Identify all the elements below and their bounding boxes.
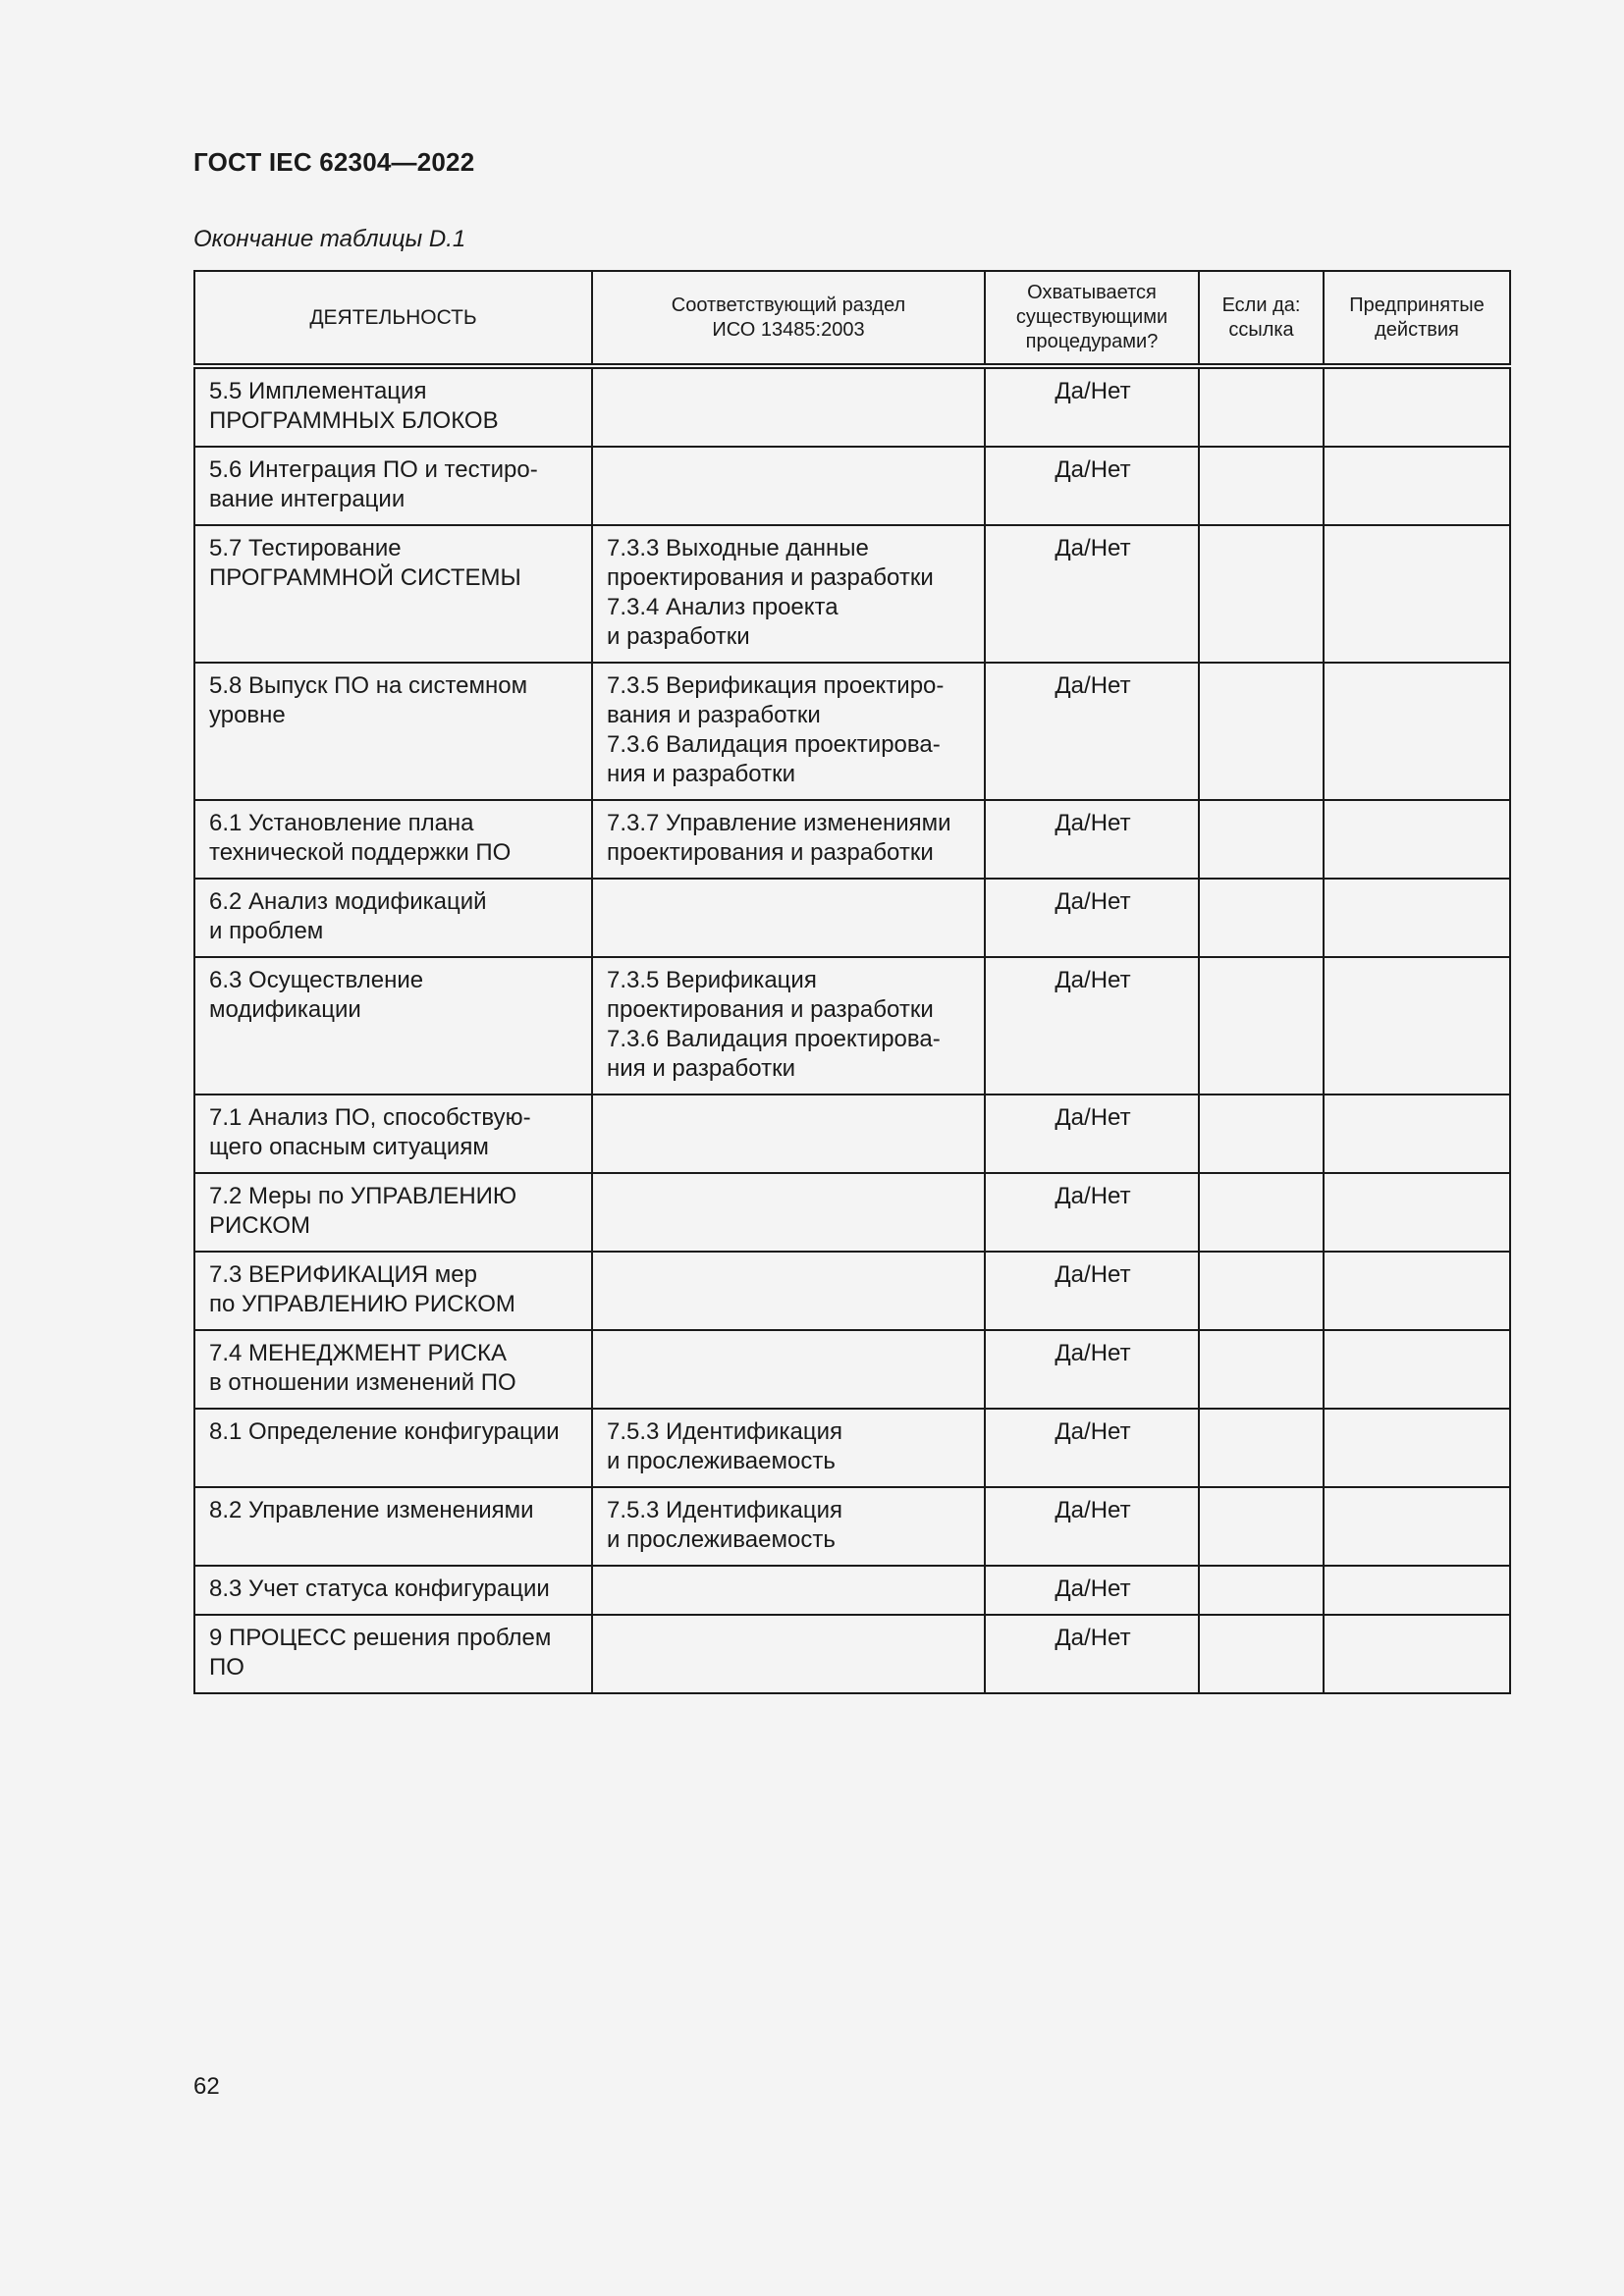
column-header-actions: Предпринятые действия (1324, 271, 1510, 366)
cell-actions (1324, 1615, 1510, 1693)
table-row (194, 366, 1510, 447)
page-number: 62 (193, 2073, 220, 2100)
cell-section (592, 1173, 985, 1252)
cell-covered: Да/Нет (985, 663, 1199, 800)
table-container (193, 270, 1509, 1694)
cell-section (592, 1330, 985, 1409)
table-row (194, 1566, 1510, 1615)
table-header-row (194, 271, 1510, 366)
cell-reference (1199, 1566, 1324, 1615)
cell-covered: Да/Нет (985, 1173, 1199, 1252)
cell-reference (1199, 366, 1324, 447)
table-row (194, 1615, 1510, 1693)
cell-covered: Да/Нет (985, 879, 1199, 957)
cell-activity: 5.7 Тестирование ПРОГРАММНОЙ СИСТЕМЫ (194, 525, 592, 663)
column-header-section: Соответствующий раздел ИСО 13485:2003 (592, 271, 985, 366)
cell-activity: 7.4 МЕНЕДЖМЕНТ РИСКА в отношении изменений ПО (194, 1330, 592, 1409)
column-header-reference: Если да: ссылка (1199, 271, 1324, 366)
cell-activity: 9 ПРОЦЕСС решения проблем ПО (194, 1615, 592, 1693)
table-row (194, 1095, 1510, 1173)
document-header: ГОСТ IEC 62304—2022 (193, 147, 475, 177)
cell-reference (1199, 1487, 1324, 1566)
table-row (194, 879, 1510, 957)
cell-covered: Да/Нет (985, 1252, 1199, 1330)
cell-activity: 8.2 Управление изменениями (194, 1487, 592, 1566)
cell-activity: 7.1 Анализ ПО, способствую- щего опасным ситуациям (194, 1095, 592, 1173)
cell-covered: Да/Нет (985, 525, 1199, 663)
cell-actions (1324, 1487, 1510, 1566)
cell-reference (1199, 663, 1324, 800)
cell-reference (1199, 1409, 1324, 1487)
table-row (194, 1173, 1510, 1252)
cell-actions (1324, 800, 1510, 879)
cell-reference (1199, 1330, 1324, 1409)
cell-covered: Да/Нет (985, 1409, 1199, 1487)
cell-covered: Да/Нет (985, 447, 1199, 525)
cell-section (592, 366, 985, 447)
cell-activity: 7.2 Меры по УПРАВЛЕНИЮ РИСКОМ (194, 1173, 592, 1252)
cell-section (592, 1615, 985, 1693)
cell-section (592, 879, 985, 957)
cell-actions (1324, 957, 1510, 1095)
cell-covered: Да/Нет (985, 1615, 1199, 1693)
table-row (194, 1252, 1510, 1330)
table-row (194, 1330, 1510, 1409)
cell-activity: 5.6 Интеграция ПО и тестиро- вание интеграции (194, 447, 592, 525)
cell-activity: 8.3 Учет статуса конфигурации (194, 1566, 592, 1615)
table-row (194, 525, 1510, 663)
cell-actions (1324, 1252, 1510, 1330)
cell-reference (1199, 1095, 1324, 1173)
cell-section: 7.3.7 Управление изменениями проектирования и разработки (592, 800, 985, 879)
cell-section (592, 1252, 985, 1330)
cell-covered: Да/Нет (985, 1487, 1199, 1566)
cell-actions (1324, 447, 1510, 525)
table-body (194, 366, 1510, 1693)
cell-covered: Да/Нет (985, 366, 1199, 447)
cell-actions (1324, 1173, 1510, 1252)
cell-covered: Да/Нет (985, 957, 1199, 1095)
cell-actions (1324, 1566, 1510, 1615)
table-row (194, 447, 1510, 525)
cell-reference (1199, 447, 1324, 525)
cell-covered: Да/Нет (985, 1566, 1199, 1615)
cell-section: 7.3.3 Выходные данные проектирования и разработки 7.3.4 Анализ проекта и разработки (592, 525, 985, 663)
table-row (194, 1487, 1510, 1566)
cell-section (592, 447, 985, 525)
cell-section: 7.5.3 Идентификация и прослеживаемость (592, 1409, 985, 1487)
cell-actions (1324, 525, 1510, 663)
column-header-covered: Охватывается существующими процедурами? (985, 271, 1199, 366)
cell-reference (1199, 1173, 1324, 1252)
cell-reference (1199, 1252, 1324, 1330)
cell-covered: Да/Нет (985, 800, 1199, 879)
cell-section: 7.5.3 Идентификация и прослеживаемость (592, 1487, 985, 1566)
cell-activity: 6.3 Осуществление модификации (194, 957, 592, 1095)
cell-activity: 6.1 Установление плана технической поддержки ПО (194, 800, 592, 879)
cell-section: 7.3.5 Верификация проектирования и разработки 7.3.6 Валидация проектирова- ния и разработки (592, 957, 985, 1095)
table-caption: Окончание таблицы D.1 (193, 226, 466, 252)
cell-covered: Да/Нет (985, 1330, 1199, 1409)
cell-section (592, 1566, 985, 1615)
cell-actions (1324, 663, 1510, 800)
cell-actions (1324, 366, 1510, 447)
cell-activity: 8.1 Определение конфигурации (194, 1409, 592, 1487)
table-row (194, 1409, 1510, 1487)
cell-actions (1324, 1330, 1510, 1409)
cell-covered: Да/Нет (985, 1095, 1199, 1173)
column-header-activity: ДЕЯТЕЛЬНОСТЬ (194, 271, 592, 366)
table-row (194, 957, 1510, 1095)
activities-table (193, 270, 1511, 1694)
cell-reference (1199, 525, 1324, 663)
cell-reference (1199, 879, 1324, 957)
cell-actions (1324, 1095, 1510, 1173)
cell-actions (1324, 879, 1510, 957)
table-row (194, 663, 1510, 800)
cell-reference (1199, 1615, 1324, 1693)
cell-activity: 7.3 ВЕРИФИКАЦИЯ мер по УПРАВЛЕНИЮ РИСКОМ (194, 1252, 592, 1330)
cell-actions (1324, 1409, 1510, 1487)
cell-activity: 5.5 Имплементация ПРОГРАММНЫХ БЛОКОВ (194, 366, 592, 447)
cell-activity: 6.2 Анализ модификаций и проблем (194, 879, 592, 957)
cell-section: 7.3.5 Верификация проектиро- вания и разработки 7.3.6 Валидация проектирова- ния и разработки (592, 663, 985, 800)
cell-activity: 5.8 Выпуск ПО на системном уровне (194, 663, 592, 800)
cell-reference (1199, 957, 1324, 1095)
cell-section (592, 1095, 985, 1173)
table-row (194, 800, 1510, 879)
cell-reference (1199, 800, 1324, 879)
